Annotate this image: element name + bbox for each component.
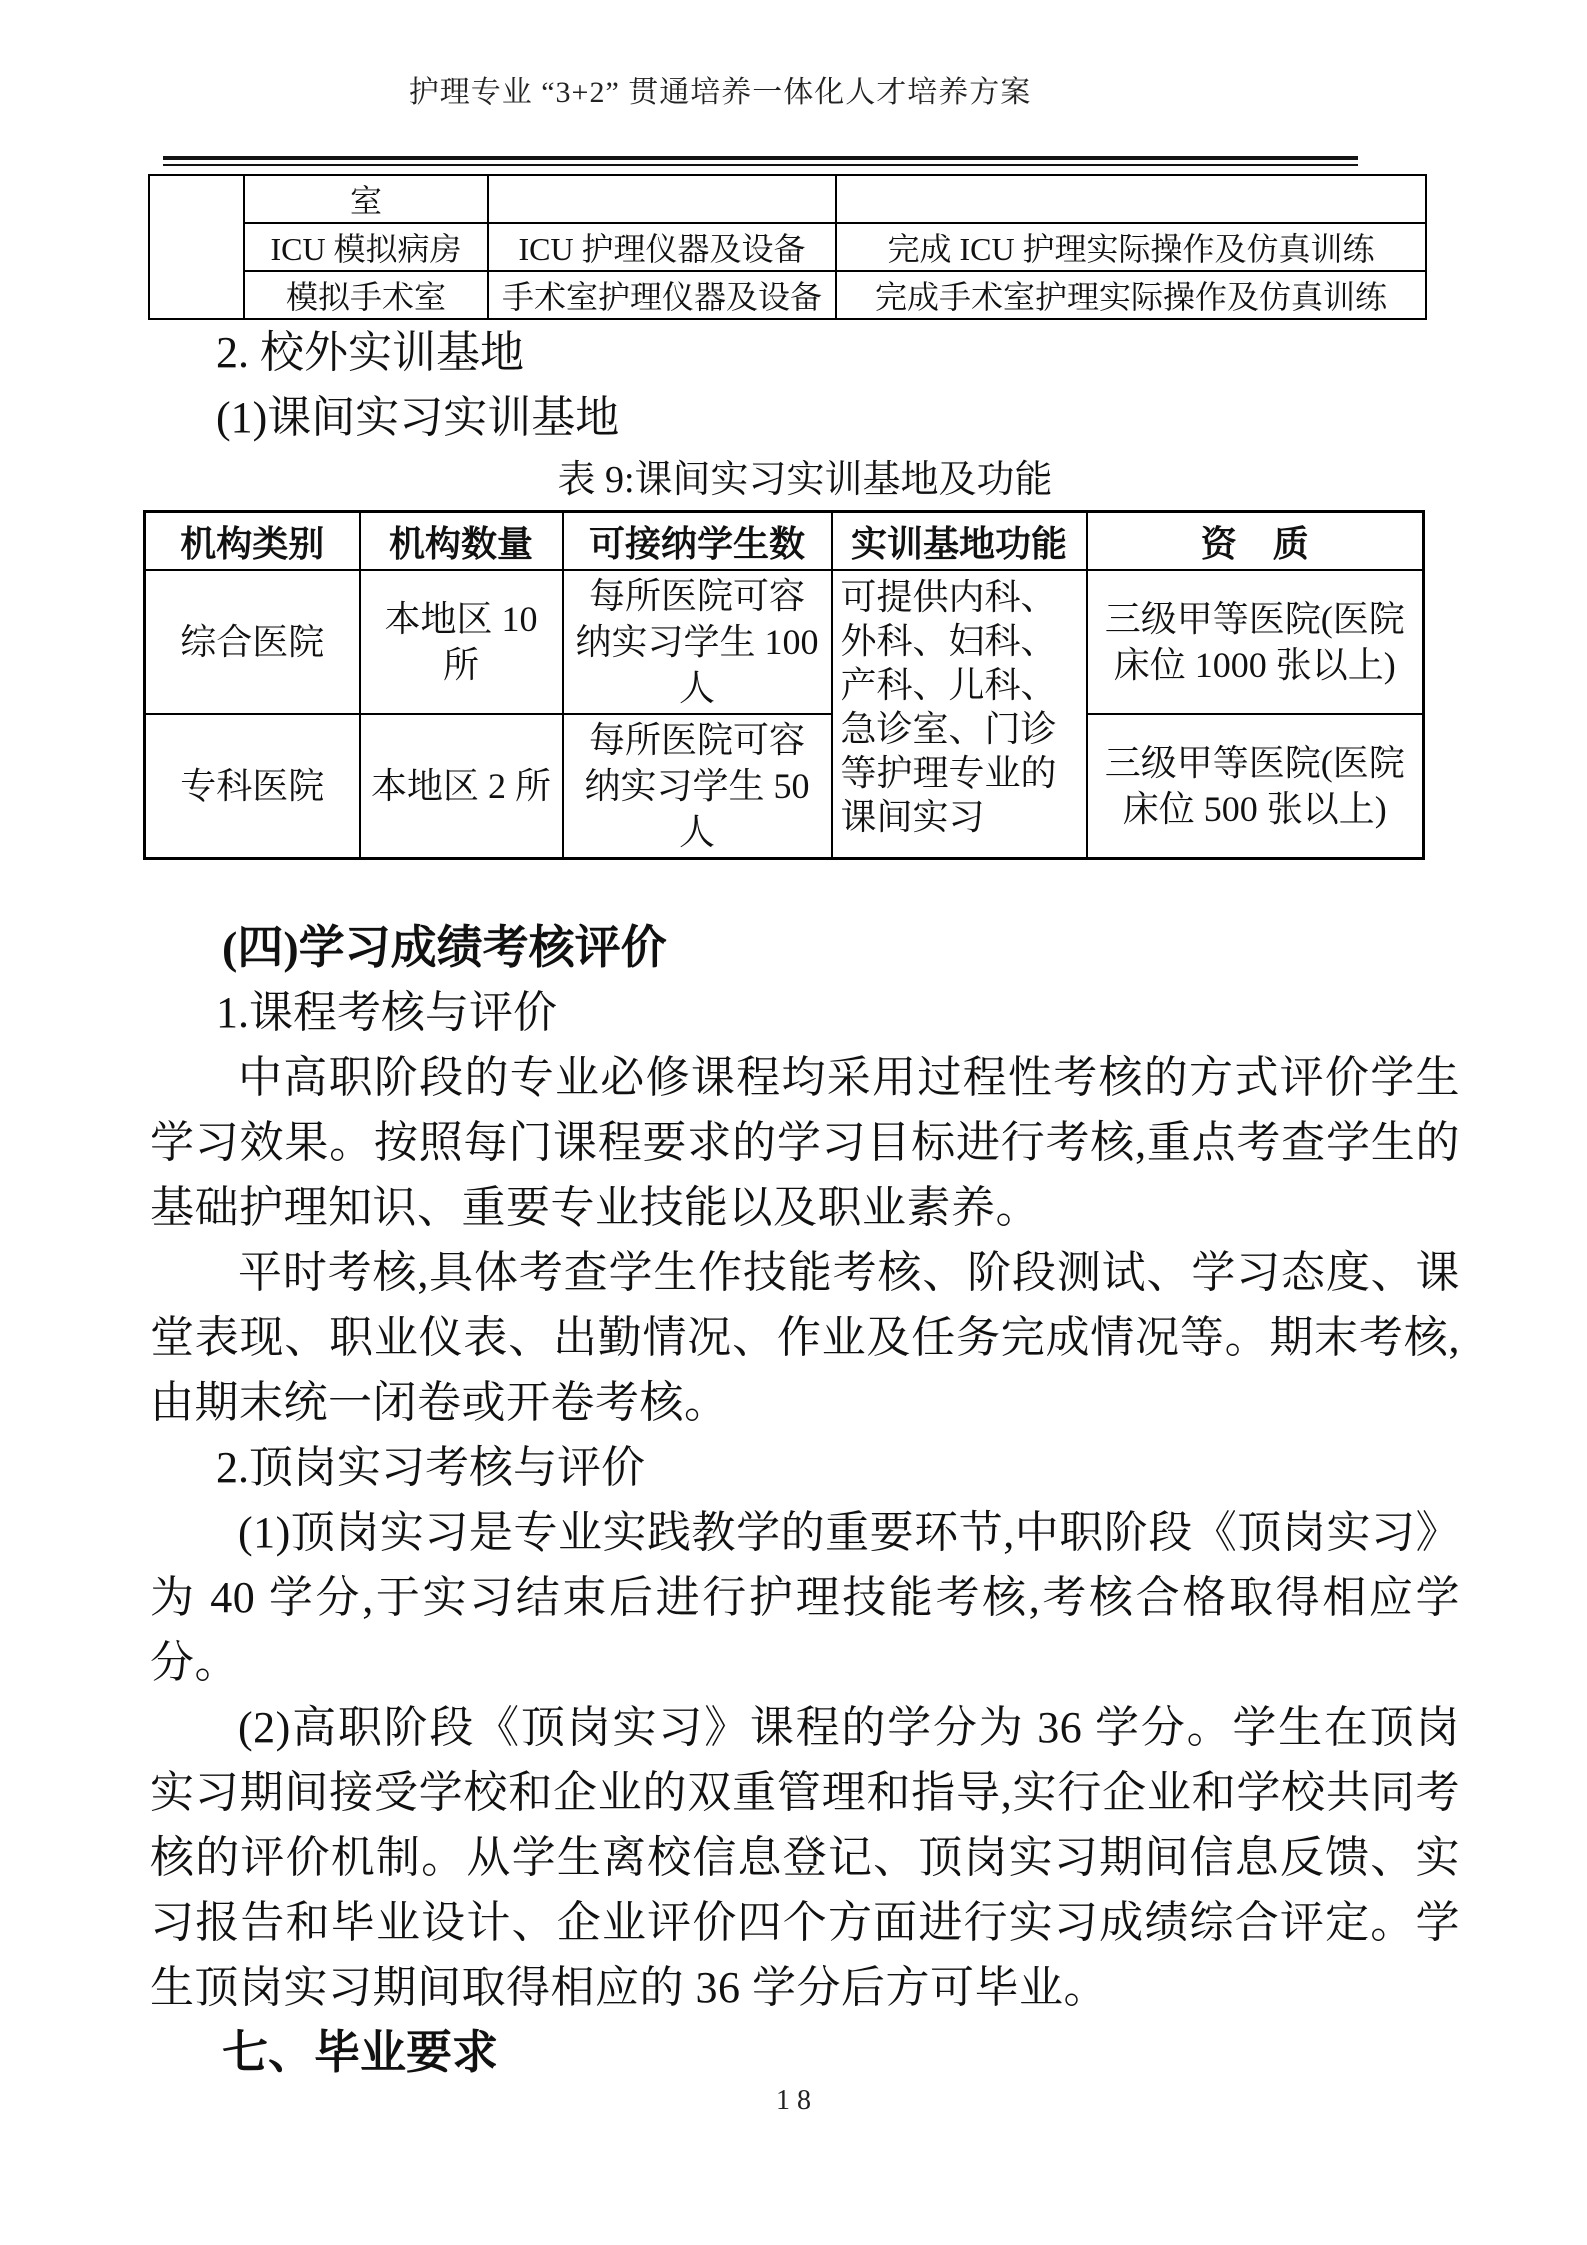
room-cell: 室 [244, 175, 488, 223]
org-count-cell: 本地区 2 所 [360, 714, 563, 859]
qualification-cell: 三级甲等医院(医院床位 500 张以上) [1087, 714, 1424, 859]
equipment-cell [488, 175, 836, 223]
paragraph-internship-2: (2)高职阶段《顶岗实习》课程的学分为 36 学分。学生在顶岗实习期间接受学校和企业的双重管理和指导,实行企业和学校共同考核的评价机制。从学生离校信息登记、顶岗实习期间信息反馈、实习报告和毕业设计、企业评价四个方面进行实习成绩综合评定。学生顶岗实习期间取得相应的 36 学分后方可毕业。 [150, 1703, 1460, 2012]
table9-header-row [145, 512, 1424, 571]
heading-graduation-requirements: 七、毕业要求 [222, 2027, 498, 2078]
header-student-capacity: 可接纳学生数 [563, 512, 832, 571]
interim-practice-base-table [143, 510, 1425, 860]
table9-caption: 表 9:课间实习实训基地及功能 [557, 459, 1053, 501]
heading-course-assessment: 1.课程考核与评价 [216, 988, 557, 1037]
org-type-cell: 专科医院 [145, 714, 360, 859]
function-cell: 完成 ICU 护理实际操作及仿真训练 [836, 223, 1426, 271]
header-org-type: 机构类别 [145, 512, 360, 571]
org-count-cell: 本地区 10 所 [360, 570, 563, 714]
header-org-count: 机构数量 [360, 512, 563, 571]
qualification-cell: 三级甲等医院(医院床位 1000 张以上) [1087, 570, 1424, 714]
table-row [145, 570, 1424, 714]
org-type-cell: 综合医院 [145, 570, 360, 714]
page-header-title: 护理专业 “3+2” 贯通培养一体化人才培养方案 [408, 76, 1032, 109]
table-row [149, 175, 1426, 223]
heading-internship-assessment: 2.顶岗实习考核与评价 [216, 1443, 645, 1492]
table-row [149, 223, 1426, 271]
body-text [150, 915, 1460, 2085]
header-qualification: 资 质 [1087, 512, 1424, 571]
room-cell: 模拟手术室 [244, 271, 488, 319]
table-row [145, 714, 1424, 859]
paragraph-course-assessment-1: 中高职阶段的专业必修课程均采用过程性考核的方式评价学生学习效果。按照每门课程要求的学习目标进行考核,重点考查学生的基础护理知识、重要专业技能以及职业素养。 [150, 1053, 1460, 1232]
heading-interim-practice-base: (1)课间实习实训基地 [216, 393, 620, 442]
header-double-rule [163, 156, 1358, 166]
heading-assessment: (四)学习成绩考核评价 [222, 922, 667, 973]
function-cell: 完成手术室护理实际操作及仿真训练 [836, 271, 1426, 319]
function-cell [836, 175, 1426, 223]
heading-outside-training-base: 2. 校外实训基地 [216, 328, 524, 377]
campus-training-room-table [148, 174, 1427, 320]
equipment-cell: 手术室护理仪器及设备 [488, 271, 836, 319]
room-cell: ICU 模拟病房 [244, 223, 488, 271]
paragraph-course-assessment-2: 平时考核,具体考查学生作技能考核、阶段测试、学习态度、课堂表现、职业仪表、出勤情况、作业及任务完成情况等。期末考核,由期末统一闭卷或开卷考核。 [150, 1248, 1460, 1427]
page-number: 1 8 [776, 2085, 811, 2116]
empty-merged-cell [149, 175, 244, 319]
capacity-cell: 每所医院可容纳实习学生 50 人 [563, 714, 832, 859]
function-merged-cell: 可提供内科、外科、妇科、产科、儿科、急诊室、门诊等护理专业的课间实习 [832, 570, 1087, 859]
table-row [149, 271, 1426, 319]
header-base-function: 实训基地功能 [832, 512, 1087, 571]
paragraph-internship-1: (1)顶岗实习是专业实践教学的重要环节,中职阶段《顶岗实习》为 40 学分,于实习结束后进行护理技能考核,考核合格取得相应学分。 [150, 1508, 1460, 1687]
capacity-cell: 每所医院可容纳实习学生 100 人 [563, 570, 832, 714]
equipment-cell: ICU 护理仪器及设备 [488, 223, 836, 271]
